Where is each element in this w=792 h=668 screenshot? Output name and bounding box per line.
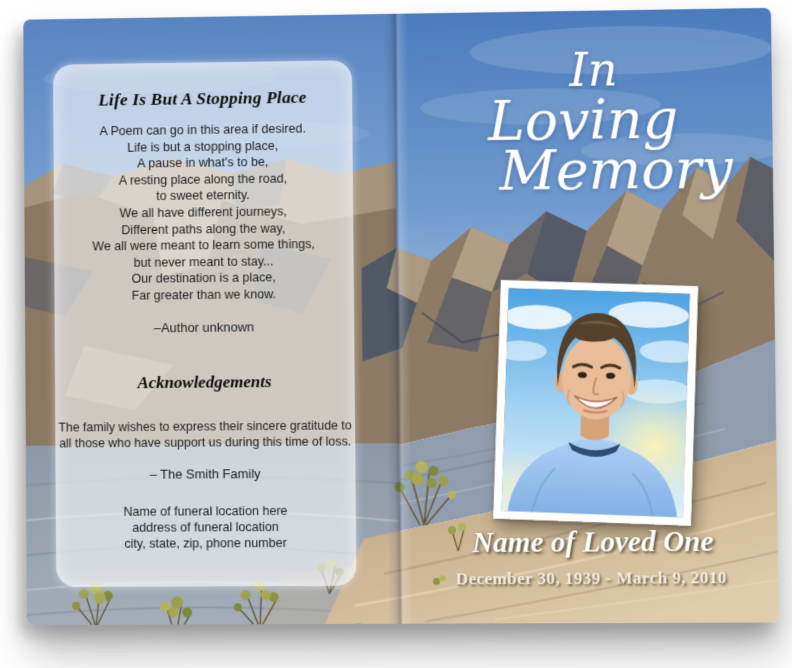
acknowledgements-line: The family wishes to express their sincere gratitude to bbox=[58, 417, 352, 435]
location-address-line: address of funeral location bbox=[132, 520, 279, 535]
loved-one-photo bbox=[493, 280, 698, 526]
funeral-program-brochure bbox=[23, 8, 778, 625]
poem-body bbox=[53, 120, 354, 305]
acknowledgements-signature: – The Smith Family bbox=[149, 466, 261, 482]
life-dates: December 30, 1939 - March 9, 2010 bbox=[455, 568, 727, 589]
poem-line: A resting place along the road, bbox=[118, 171, 288, 188]
poem-line: to sweet eternity. bbox=[156, 188, 250, 204]
poem-line: A Poem can go in this area if desired. bbox=[99, 121, 307, 139]
poem-title: Life Is But A Stopping Place bbox=[98, 86, 307, 110]
funeral-location-block bbox=[56, 502, 356, 552]
back-cover-panel bbox=[23, 14, 399, 625]
in-loving-memory-script-line-2: Loving bbox=[487, 86, 679, 154]
poem-line: We all were meant to learn some things, bbox=[92, 237, 315, 254]
location-name-line: Name of funeral location here bbox=[123, 503, 288, 519]
location-city-line: city, state, zip, phone number bbox=[124, 536, 287, 552]
poem-line: Different paths along the way, bbox=[121, 220, 286, 237]
poem-line: Life is but a stopping place, bbox=[127, 138, 279, 155]
loved-one-name: Name of Loved One bbox=[472, 525, 714, 560]
front-cover-panel bbox=[394, 8, 778, 624]
acknowledgements-line: all those who have support us during this time of loss. bbox=[59, 434, 352, 451]
text-overlay-panel bbox=[53, 60, 356, 587]
acknowledgements-title: Acknowledgements bbox=[137, 371, 272, 392]
poem-line: Far greater than we know. bbox=[131, 287, 277, 303]
in-loving-memory-script-line-3: Memory bbox=[499, 135, 733, 203]
poem-line: A pause in what's to be, bbox=[137, 155, 269, 171]
portrait-illustration bbox=[502, 288, 690, 517]
in-loving-memory-script-line-1: In bbox=[569, 42, 618, 97]
poem-line: Our destination is a place, bbox=[131, 270, 276, 287]
poem-line: but never meant to stay... bbox=[133, 254, 274, 270]
poem-attribution: –Author unknown bbox=[153, 318, 255, 335]
poem-line: We all have different journeys, bbox=[119, 204, 287, 221]
